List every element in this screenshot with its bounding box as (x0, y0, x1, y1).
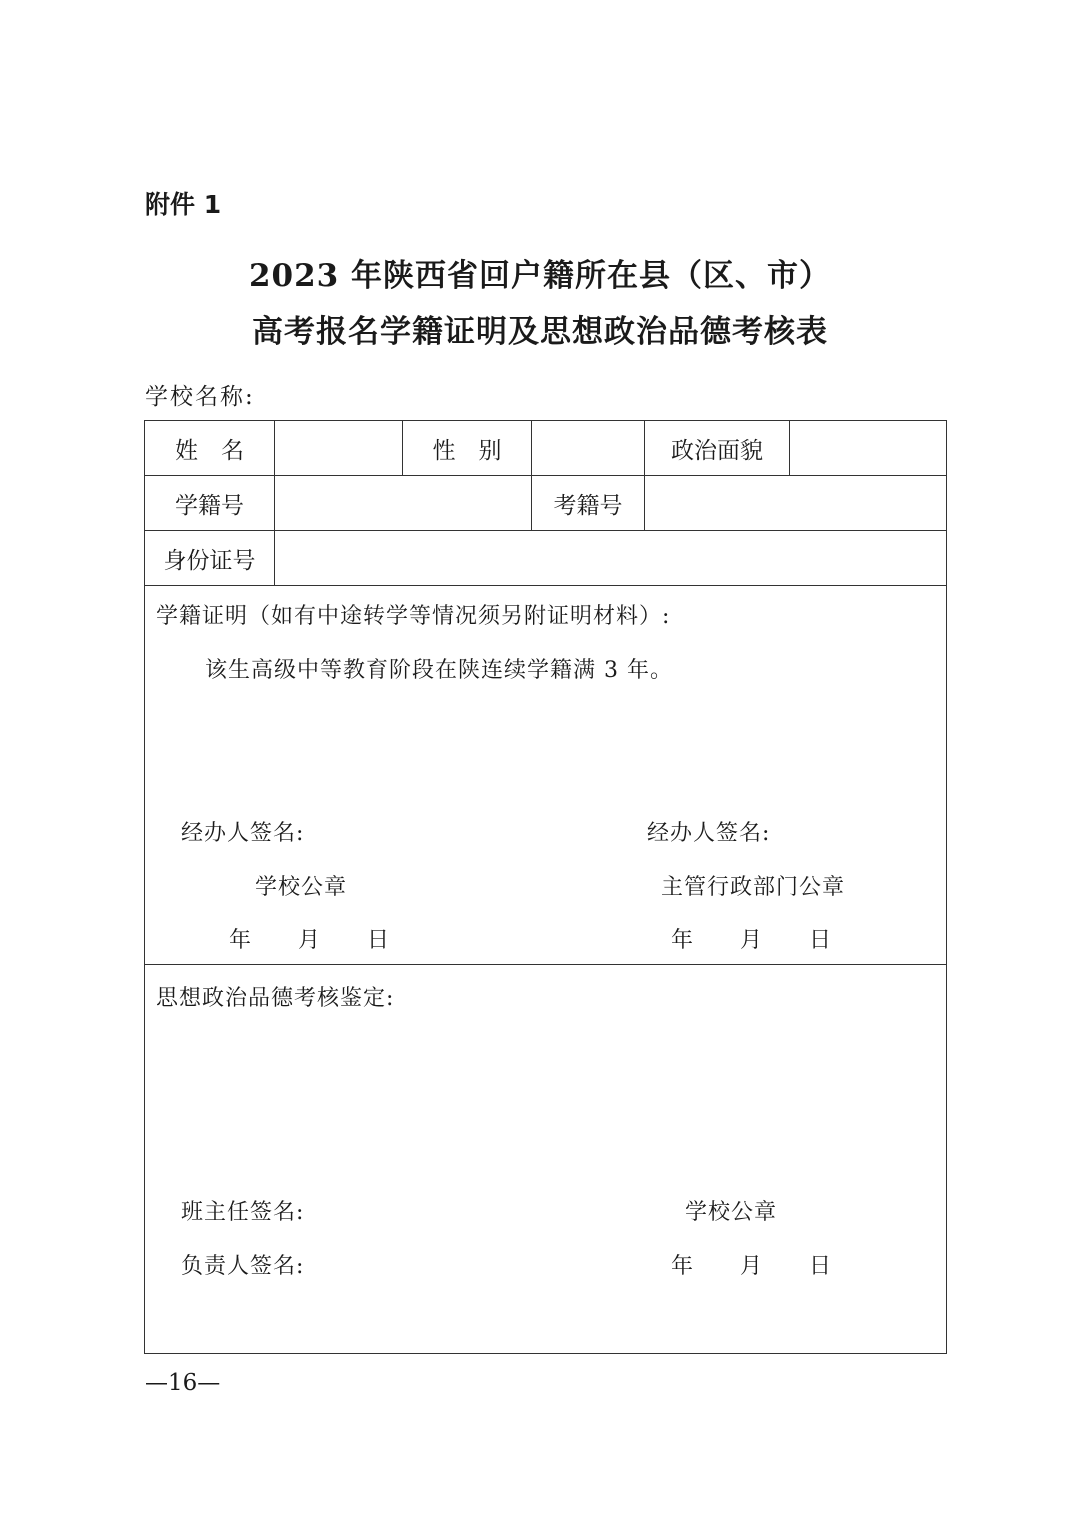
title-line-2: 高考报名学籍证明及思想政治品德考核表 (252, 314, 828, 350)
enrollment-heading: 学籍证明（如有中途转学等情况须另附证明材料）: (156, 604, 671, 629)
name-label: 姓 名 (175, 437, 244, 464)
exam-id-label: 考籍号 (553, 492, 623, 519)
exam-id-field[interactable] (645, 476, 946, 530)
attachment-label: 附件 1 (145, 190, 222, 219)
gender-field[interactable] (532, 421, 644, 475)
gender-label: 性 别 (432, 437, 502, 464)
person-in-charge-signature: 负责人签名: (181, 1254, 305, 1279)
student-id-field[interactable] (275, 476, 531, 530)
title-line-1: 2023 年陕西省回户籍所在县（区、市） (248, 258, 832, 294)
right-date: 年 月 日 (671, 928, 833, 953)
left-handler-signature: 经办人签名: (181, 821, 305, 846)
political-status-label: 政治面貌 (671, 437, 763, 464)
name-field[interactable] (275, 421, 402, 475)
head-teacher-signature: 班主任签名: (181, 1200, 305, 1225)
id-card-label: 身份证号 (163, 547, 256, 574)
enrollment-statement: 该生高级中等教育阶段在陕连续学籍满 3 年。 (205, 658, 673, 683)
school-seal-label: 学校公章 (255, 875, 348, 900)
school-name-label: 学校名称: (145, 384, 255, 410)
moral-school-seal-label: 学校公章 (685, 1200, 778, 1225)
right-handler-signature: 经办人签名: (647, 821, 771, 846)
left-date: 年 月 日 (229, 928, 391, 953)
application-form-table (144, 420, 947, 1354)
id-card-field[interactable] (275, 531, 946, 585)
page-number: —16— (145, 1370, 221, 1396)
political-status-field[interactable] (790, 421, 946, 475)
row-divider (145, 585, 946, 586)
section-divider (145, 964, 946, 965)
student-id-label: 学籍号 (175, 492, 244, 519)
moral-date: 年 月 日 (671, 1254, 833, 1279)
authority-seal-label: 主管行政部门公章 (661, 875, 846, 900)
moral-evaluation-heading: 思想政治品德考核鉴定: (156, 986, 395, 1011)
